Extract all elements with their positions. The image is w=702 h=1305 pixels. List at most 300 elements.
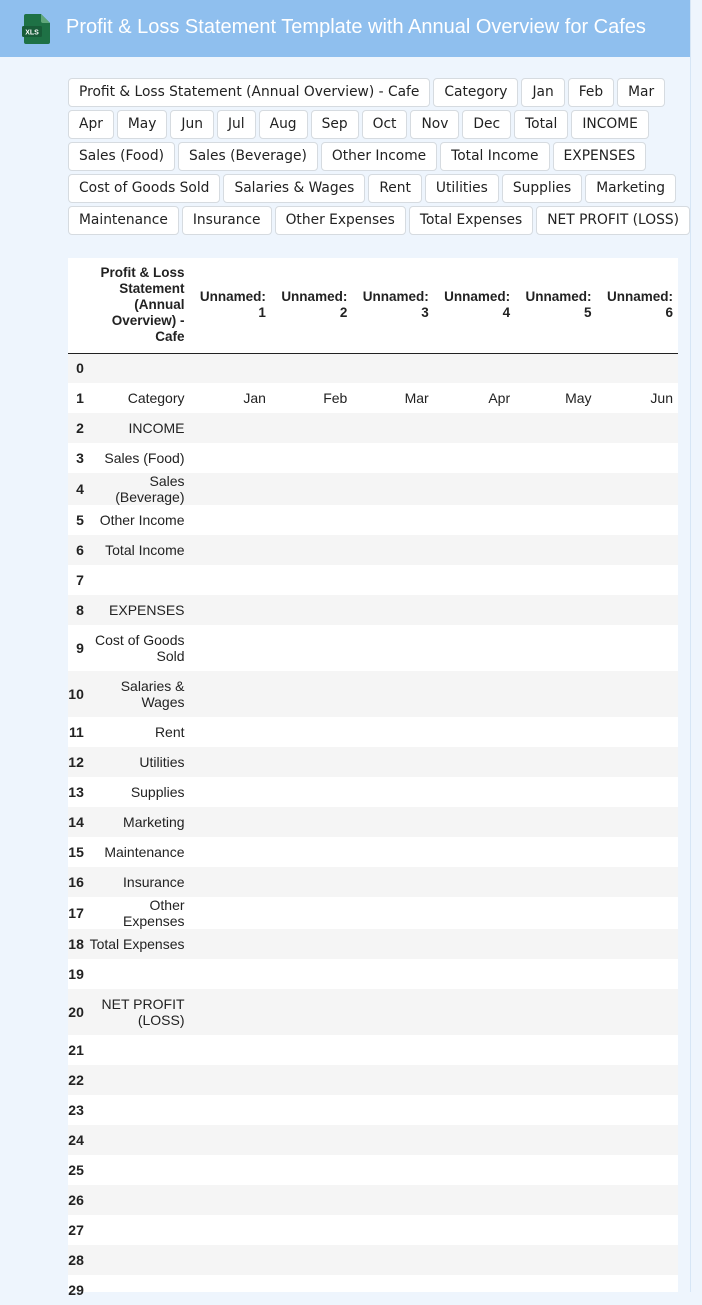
- category-cell: Insurance: [80, 867, 190, 897]
- row-index-label: 9: [76, 640, 84, 656]
- column-chip[interactable]: Other Income: [321, 142, 437, 171]
- table-cell: [190, 807, 271, 837]
- column-chip[interactable]: Jul: [217, 110, 256, 139]
- table-cell: [515, 989, 596, 1035]
- category-cell: Utilities: [80, 747, 190, 777]
- row-index: [68, 717, 84, 747]
- table-cell: [597, 1035, 678, 1065]
- column-chip[interactable]: Sales (Food): [68, 142, 175, 171]
- table-cell: [352, 1065, 433, 1095]
- row-index-label: 28: [68, 1252, 84, 1268]
- column-chip[interactable]: Sep: [311, 110, 359, 139]
- table-cell: [434, 747, 515, 777]
- table-cell: [271, 777, 352, 807]
- column-chip[interactable]: Rent: [368, 174, 422, 203]
- row-index: [68, 867, 84, 897]
- table-cell: [515, 443, 596, 473]
- table-cell: Jun: [650, 390, 673, 406]
- table-row: [68, 353, 678, 383]
- table-row: [68, 1155, 678, 1185]
- row-index: [68, 443, 84, 473]
- row-index: [68, 989, 84, 1035]
- table-cell: [190, 867, 271, 897]
- table-cell: [352, 473, 433, 505]
- table-cell: [434, 777, 515, 807]
- table-cell: [434, 929, 515, 959]
- table-cell: [190, 897, 271, 929]
- table-cell: [271, 1215, 352, 1245]
- table-cell: [352, 505, 433, 535]
- category-cell: NET PROFIT (LOSS): [80, 989, 190, 1035]
- table-cell: [352, 1035, 433, 1065]
- category-cell: [80, 1215, 190, 1245]
- table-cell: [515, 747, 596, 777]
- table-cell: [190, 717, 271, 747]
- table-row: [68, 747, 678, 777]
- row-index-label: 18: [68, 936, 84, 952]
- category-cell: Total Income: [80, 535, 190, 565]
- column-chip[interactable]: Dec: [462, 110, 511, 139]
- table-cell: [190, 1125, 271, 1155]
- table-cell: [271, 505, 352, 535]
- table-cell: [352, 625, 433, 671]
- category-cell: EXPENSES: [80, 595, 190, 625]
- table-cell: [271, 959, 352, 989]
- row-index: [68, 929, 84, 959]
- table-cell: [190, 535, 271, 565]
- table-cell: [434, 1125, 515, 1155]
- row-index-label: 0: [76, 360, 84, 377]
- table-cell: [515, 505, 596, 535]
- row-index: [68, 777, 84, 807]
- table-row: [68, 1215, 678, 1245]
- data-table-container[interactable]: [68, 258, 678, 1298]
- column-chip[interactable]: Cost of Goods Sold: [68, 174, 220, 203]
- row-index: [68, 1245, 84, 1275]
- table-cell: [597, 867, 678, 897]
- table-row: [68, 413, 678, 443]
- table-cell: [271, 897, 352, 929]
- category-cell: Other Expenses: [123, 897, 185, 929]
- index-header-cell: [68, 258, 80, 353]
- table-cell: [352, 777, 433, 807]
- table-cell: [352, 565, 433, 595]
- table-cell: [597, 1125, 678, 1155]
- page-header: [0, 0, 690, 57]
- row-index-label: 17: [68, 905, 84, 921]
- category-cell: Sales (Beverage): [80, 473, 190, 505]
- table-cell: [352, 929, 433, 959]
- table-cell: [597, 1275, 678, 1305]
- column-header: Unnamed: 5: [515, 258, 596, 353]
- table-cell: [597, 1185, 678, 1215]
- column-chip[interactable]: Aug: [259, 110, 308, 139]
- table-cell: Jan: [243, 390, 266, 406]
- table-cell: [271, 1275, 352, 1305]
- row-index: [68, 1185, 84, 1215]
- table-cell: [271, 1065, 352, 1095]
- table-cell: [271, 1245, 352, 1275]
- table-cell: [190, 929, 271, 959]
- table-cell: [271, 807, 352, 837]
- row-index: [68, 595, 84, 625]
- column-chip[interactable]: EXPENSES: [553, 142, 647, 171]
- row-index: [68, 413, 84, 443]
- table-cell: [515, 625, 596, 671]
- table-cell: [190, 505, 271, 535]
- table-row: [68, 929, 678, 959]
- table-row: [68, 473, 678, 505]
- column-chip[interactable]: Supplies: [502, 174, 582, 203]
- table-row: [68, 1035, 678, 1065]
- category-cell: Marketing: [80, 807, 190, 837]
- table-row: [68, 1185, 678, 1215]
- row-index: [68, 473, 84, 505]
- table-cell: [434, 595, 515, 625]
- table-cell: [190, 1215, 271, 1245]
- row-index: [68, 807, 84, 837]
- table-cell: [190, 837, 271, 867]
- row-index: [68, 671, 84, 717]
- category-cell: [80, 1125, 190, 1155]
- row-index-label: 11: [69, 724, 84, 740]
- row-index: [68, 1155, 84, 1185]
- row-index-label: 15: [68, 844, 84, 860]
- table-cell: [271, 443, 352, 473]
- table-cell: [352, 1215, 433, 1245]
- table-cell: [352, 717, 433, 747]
- table-cell: Feb: [323, 390, 348, 406]
- table-cell: [597, 837, 678, 867]
- table-cell: [352, 867, 433, 897]
- row-index: [68, 505, 84, 535]
- table-cell: [515, 1155, 596, 1185]
- table-cell: [515, 777, 596, 807]
- row-index: [68, 1065, 84, 1095]
- table-row: [68, 717, 678, 747]
- category-cell: [80, 1245, 190, 1275]
- table-cell: [515, 1095, 596, 1125]
- column-chip[interactable]: Apr: [68, 110, 114, 139]
- table-cell: [597, 505, 678, 535]
- table-row: [68, 505, 678, 535]
- table-cell: [434, 837, 515, 867]
- xls-file-icon: [22, 14, 50, 44]
- row-index-label: 4: [76, 481, 84, 497]
- table-cell: [434, 505, 515, 535]
- column-chip[interactable]: NET PROFIT (LOSS): [536, 206, 690, 235]
- table-cell: [434, 1095, 515, 1125]
- table-cell: Apr: [488, 390, 511, 406]
- table-cell: [597, 1095, 678, 1125]
- category-cell: Rent: [154, 724, 185, 740]
- table-cell: [515, 867, 596, 897]
- table-cell: [190, 353, 271, 383]
- table-cell: [352, 413, 433, 443]
- table-row: [68, 443, 678, 473]
- column-chip[interactable]: Insurance: [182, 206, 272, 235]
- table-cell: [434, 897, 515, 929]
- row-index-label: 7: [76, 572, 84, 588]
- table-cell: [271, 413, 352, 443]
- table-cell: [271, 1035, 352, 1065]
- table-cell: [271, 671, 352, 717]
- category-cell: Total Expenses: [80, 929, 190, 959]
- category-cell: Sales (Food): [104, 450, 185, 466]
- table-cell: [190, 413, 271, 443]
- table-cell: [190, 595, 271, 625]
- row-index-label: 5: [76, 512, 84, 528]
- table-row: [68, 1095, 678, 1125]
- table-cell: [515, 1275, 596, 1305]
- table-cell: [515, 837, 596, 867]
- table-cell: [190, 671, 271, 717]
- column-header: Profit & Loss Statement (Annual Overview) - Cafe: [80, 258, 190, 353]
- row-index-label: 14: [68, 814, 84, 830]
- table-cell: [434, 535, 515, 565]
- row-index-label: 25: [68, 1162, 84, 1178]
- table-cell: [515, 413, 596, 443]
- row-index-label: 12: [68, 754, 84, 770]
- category-cell: Cost of Goods Sold: [95, 632, 185, 664]
- table-cell: [597, 671, 678, 717]
- column-chip[interactable]: Total Expenses: [409, 206, 533, 235]
- table-cell: [271, 747, 352, 777]
- row-index-label: 27: [68, 1222, 84, 1238]
- category-cell: [80, 1095, 190, 1125]
- column-header: Unnamed: 1: [190, 258, 271, 353]
- row-index: [68, 837, 84, 867]
- table-cell: [515, 959, 596, 989]
- table-cell: [271, 565, 352, 595]
- table-cell: [515, 1215, 596, 1245]
- row-index: [68, 535, 84, 565]
- table-cell: [352, 535, 433, 565]
- table-cell: [434, 1185, 515, 1215]
- category-cell: Maintenance: [104, 844, 185, 860]
- column-header: Unnamed: 2: [271, 258, 352, 353]
- table-cell: [271, 1185, 352, 1215]
- row-index-label: 29: [68, 1282, 84, 1298]
- table-cell: [271, 353, 352, 383]
- column-chip[interactable]: Total: [514, 110, 568, 139]
- table-row: [68, 1275, 678, 1305]
- table-row: [68, 383, 678, 413]
- table-cell: [434, 1215, 515, 1245]
- column-header: Unnamed: 4: [434, 258, 515, 353]
- table-cell: [271, 535, 352, 565]
- data-table: [68, 258, 678, 1305]
- table-cell: [434, 1275, 515, 1305]
- column-chip[interactable]: Feb: [568, 78, 614, 107]
- column-chip[interactable]: Category: [433, 78, 518, 107]
- table-cell: [352, 959, 433, 989]
- column-chip[interactable]: Mar: [617, 78, 665, 107]
- table-cell: [597, 1065, 678, 1095]
- table-cell: [352, 1275, 433, 1305]
- table-cell: [352, 1185, 433, 1215]
- category-cell: [80, 1035, 190, 1065]
- column-chip[interactable]: Other Expenses: [275, 206, 406, 235]
- table-cell: [515, 929, 596, 959]
- row-index: [68, 1275, 84, 1305]
- table-cell: [190, 1095, 271, 1125]
- table-cell: [515, 473, 596, 505]
- table-cell: [352, 989, 433, 1035]
- column-chip[interactable]: Oct: [362, 110, 408, 139]
- row-index-label: 13: [68, 784, 84, 800]
- column-chip[interactable]: Sales (Beverage): [178, 142, 318, 171]
- table-cell: [271, 989, 352, 1035]
- table-cell: [434, 1065, 515, 1095]
- table-cell: [515, 1185, 596, 1215]
- xls-icon-label: XLS: [25, 29, 39, 37]
- table-cell: [597, 777, 678, 807]
- row-index: [68, 353, 84, 383]
- table-cell: [515, 1125, 596, 1155]
- table-cell: [434, 807, 515, 837]
- row-index-label: 21: [68, 1042, 84, 1058]
- table-cell: [597, 443, 678, 473]
- page-title: Profit & Loss Statement Template with Annual Overview for Cafes: [66, 16, 646, 38]
- table-cell: [434, 565, 515, 595]
- table-cell: [190, 1185, 271, 1215]
- table-row: [68, 867, 678, 897]
- column-chip[interactable]: May: [117, 110, 168, 139]
- column-chip[interactable]: Marketing: [585, 174, 676, 203]
- column-chip[interactable]: Nov: [410, 110, 459, 139]
- table-cell: [434, 989, 515, 1035]
- row-index: [68, 1215, 84, 1245]
- table-cell: [271, 473, 352, 505]
- category-cell: [80, 353, 190, 383]
- table-cell: [597, 535, 678, 565]
- table-cell: May: [565, 390, 592, 406]
- table-cell: [597, 1155, 678, 1185]
- row-index: [68, 747, 84, 777]
- table-row: [68, 959, 678, 989]
- row-index-label: 3: [76, 450, 84, 466]
- table-cell: [434, 1035, 515, 1065]
- table-cell: [352, 353, 433, 383]
- table-cell: [515, 897, 596, 929]
- category-cell: [80, 1275, 190, 1305]
- row-index: [68, 959, 84, 989]
- table-cell: [515, 535, 596, 565]
- table-cell: [434, 1245, 515, 1275]
- table-row: [68, 565, 678, 595]
- table-row: [68, 595, 678, 625]
- table-cell: [352, 807, 433, 837]
- table-cell: [352, 1125, 433, 1155]
- table-cell: [190, 989, 271, 1035]
- table-cell: [352, 595, 433, 625]
- table-cell: [352, 671, 433, 717]
- column-chip[interactable]: Maintenance: [68, 206, 179, 235]
- category-cell: [80, 959, 190, 989]
- table-cell: [597, 413, 678, 443]
- table-cell: [352, 897, 433, 929]
- table-cell: [190, 473, 271, 505]
- table-cell: [271, 625, 352, 671]
- table-cell: [515, 1065, 596, 1095]
- table-cell: [434, 671, 515, 717]
- table-cell: [597, 473, 678, 505]
- table-cell: [597, 989, 678, 1035]
- table-row: [68, 897, 678, 929]
- row-index-label: 6: [76, 542, 84, 558]
- table-cell: [434, 867, 515, 897]
- table-cell: [190, 443, 271, 473]
- column-chip[interactable]: Salaries & Wages: [223, 174, 365, 203]
- category-cell: [80, 565, 190, 595]
- row-index-label: 1: [76, 390, 84, 406]
- table-row: [68, 807, 678, 837]
- table-cell: [597, 1215, 678, 1245]
- category-cell: Salaries & Wages: [80, 671, 190, 717]
- table-cell: [190, 1155, 271, 1185]
- table-cell: [434, 473, 515, 505]
- category-cell: Category: [127, 390, 185, 406]
- column-chip[interactable]: Total Income: [440, 142, 549, 171]
- row-index-label: 16: [68, 874, 84, 890]
- row-index-label: 8: [76, 602, 84, 618]
- table-cell: [597, 595, 678, 625]
- table-cell: [271, 867, 352, 897]
- row-index: [68, 625, 84, 671]
- column-chip-list: [68, 78, 698, 235]
- column-chip[interactable]: Jan: [521, 78, 564, 107]
- column-chip[interactable]: Profit & Loss Statement (Annual Overview) - Cafe: [68, 78, 430, 107]
- table-cell: [434, 443, 515, 473]
- table-cell: [190, 625, 271, 671]
- column-chip[interactable]: Utilities: [425, 174, 499, 203]
- row-index-label: 22: [68, 1072, 84, 1088]
- table-cell: Mar: [404, 390, 429, 406]
- table-cell: [271, 595, 352, 625]
- column-chip[interactable]: INCOME: [571, 110, 649, 139]
- row-index: [68, 383, 84, 413]
- table-cell: [271, 929, 352, 959]
- table-cell: [190, 777, 271, 807]
- table-row: [68, 1245, 678, 1275]
- table-cell: [352, 1245, 433, 1275]
- category-cell: INCOME: [80, 413, 190, 443]
- table-cell: [190, 1275, 271, 1305]
- table-row: [68, 837, 678, 867]
- table-cell: [597, 959, 678, 989]
- table-row: [68, 1125, 678, 1155]
- category-cell: [80, 1185, 190, 1215]
- row-index: [68, 1125, 84, 1155]
- row-index: [68, 1095, 84, 1125]
- table-cell: [352, 837, 433, 867]
- table-cell: [515, 353, 596, 383]
- table-cell: [597, 625, 678, 671]
- table-cell: [190, 1245, 271, 1275]
- table-cell: [190, 1065, 271, 1095]
- table-cell: [515, 1245, 596, 1275]
- table-cell: [434, 959, 515, 989]
- table-row: [68, 671, 678, 717]
- table-cell: [352, 443, 433, 473]
- table-cell: [190, 959, 271, 989]
- table-cell: [434, 625, 515, 671]
- table-row: [68, 625, 678, 671]
- table-cell: [515, 565, 596, 595]
- table-cell: [271, 1095, 352, 1125]
- column-chip[interactable]: Jun: [170, 110, 214, 139]
